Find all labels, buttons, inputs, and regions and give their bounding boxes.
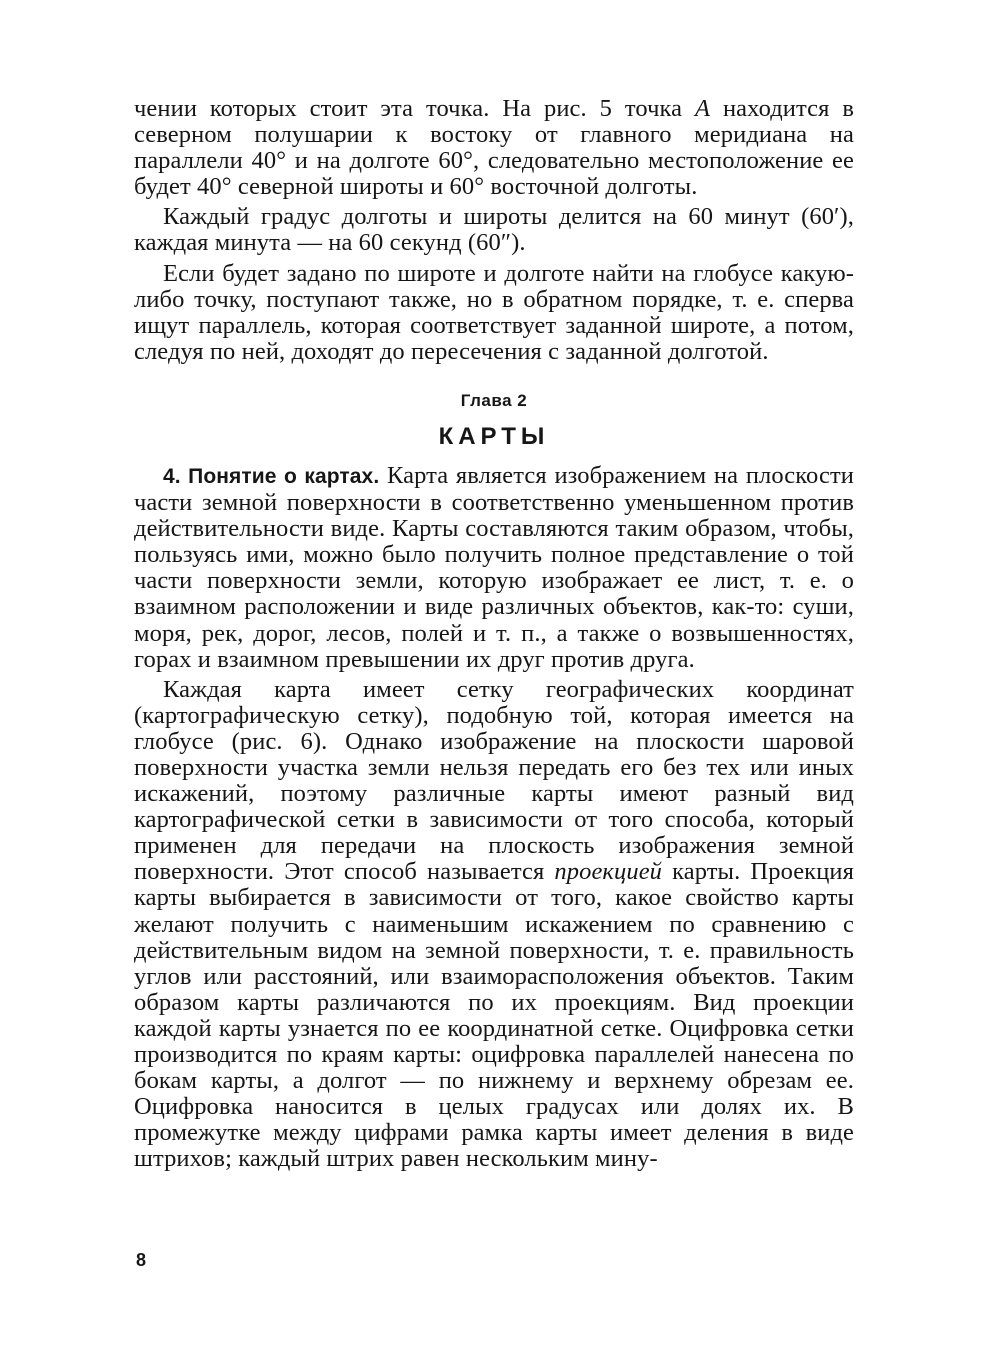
paragraph-maps-concept — [134, 463, 854, 673]
point-label: A — [695, 95, 711, 122]
paragraph-text: карты. Проекция карты выбирается в зависимости от того, какое свойство карты желают получить с наименьшим искажением по сравнению с действительным видом на земной поверхности, т. е. правильность углов или расстояний, или взаиморасположения объектов. Таким образом карты различаются по их проекциям. Вид проекции каждой карты узнается по ее координатной сетке. Оцифровка сетки производится по краям карты: оцифровка параллелей нанесена по бокам карты, а долгот — по нижнему и верхнему обрезам ее. Оцифровка наносится в целых градусах или долях их. В промежутке между цифрами рамка карты имеет деления в виде штрихов; каждый штрих равен нескольким мину- — [134, 858, 854, 1173]
paragraph-text: чении которых стоит эта точка. На рис. 5 точка — [134, 95, 695, 122]
paragraph-continuation — [134, 96, 854, 200]
chapter-title: КАРТЫ — [438, 422, 550, 450]
page-body — [134, 96, 854, 1172]
paragraph-text: находится в северном полушарии к востоку от главного меридиана на параллели 40° и на долготе 60°, следовательно местоположение ее будет 40° северной широты и 60° восточной долготы. — [134, 95, 854, 201]
chapter-label: Глава 2 — [460, 390, 528, 410]
paragraph-text: Каждая карта имеет сетку географических координат (картографическую сетку), подобную той, которая имеется на глобусе (рис. 6). Однако изображение на плоскости шаровой поверхности участка земли нельзя передать его без тех или иных искажений, поэтому различные карты имеют разный вид картографической сетки в зависимости от того способа, который применен для передачи на плоскость изображения земной поверхности. Этот способ называется — [134, 675, 854, 886]
section-heading: 4. Понятие о картах. — [163, 464, 380, 488]
paragraph-globe-search: Если будет задано по широте и долготе найти на глобусе какую-либо точку, поступают также, но в обратном порядке, т. е. сперва ищут параллель, которая соответствует заданной широте, а потом, следуя по ней, доходят до пересечения с заданной долготой. — [134, 259, 854, 365]
term-projection: проекцией — [554, 858, 663, 886]
paragraph-map-grid — [134, 677, 854, 1173]
page-number: 8 — [136, 1250, 147, 1270]
paragraph-text: Карта является изображением на плоскости части земной поверхности в соответственно уменьшенном против действительности виде. Карты составляются таким образом, чтобы, пользуясь ими, можно было получить полное представление о той части поверхности земли, которую изображает ее лист, т. е. о взаимном расположении и виде различных объектов, как-то: суши, моря, рек, дорог, лесов, полей и т. п., а также о возвышенностях, горах и взаимном превышении их друг против друга. — [134, 461, 854, 673]
paragraph-degrees: Каждый градус долготы и широты делится на 60 минут (60′), каждая минута — на 60 секунд (60″). — [134, 203, 854, 257]
